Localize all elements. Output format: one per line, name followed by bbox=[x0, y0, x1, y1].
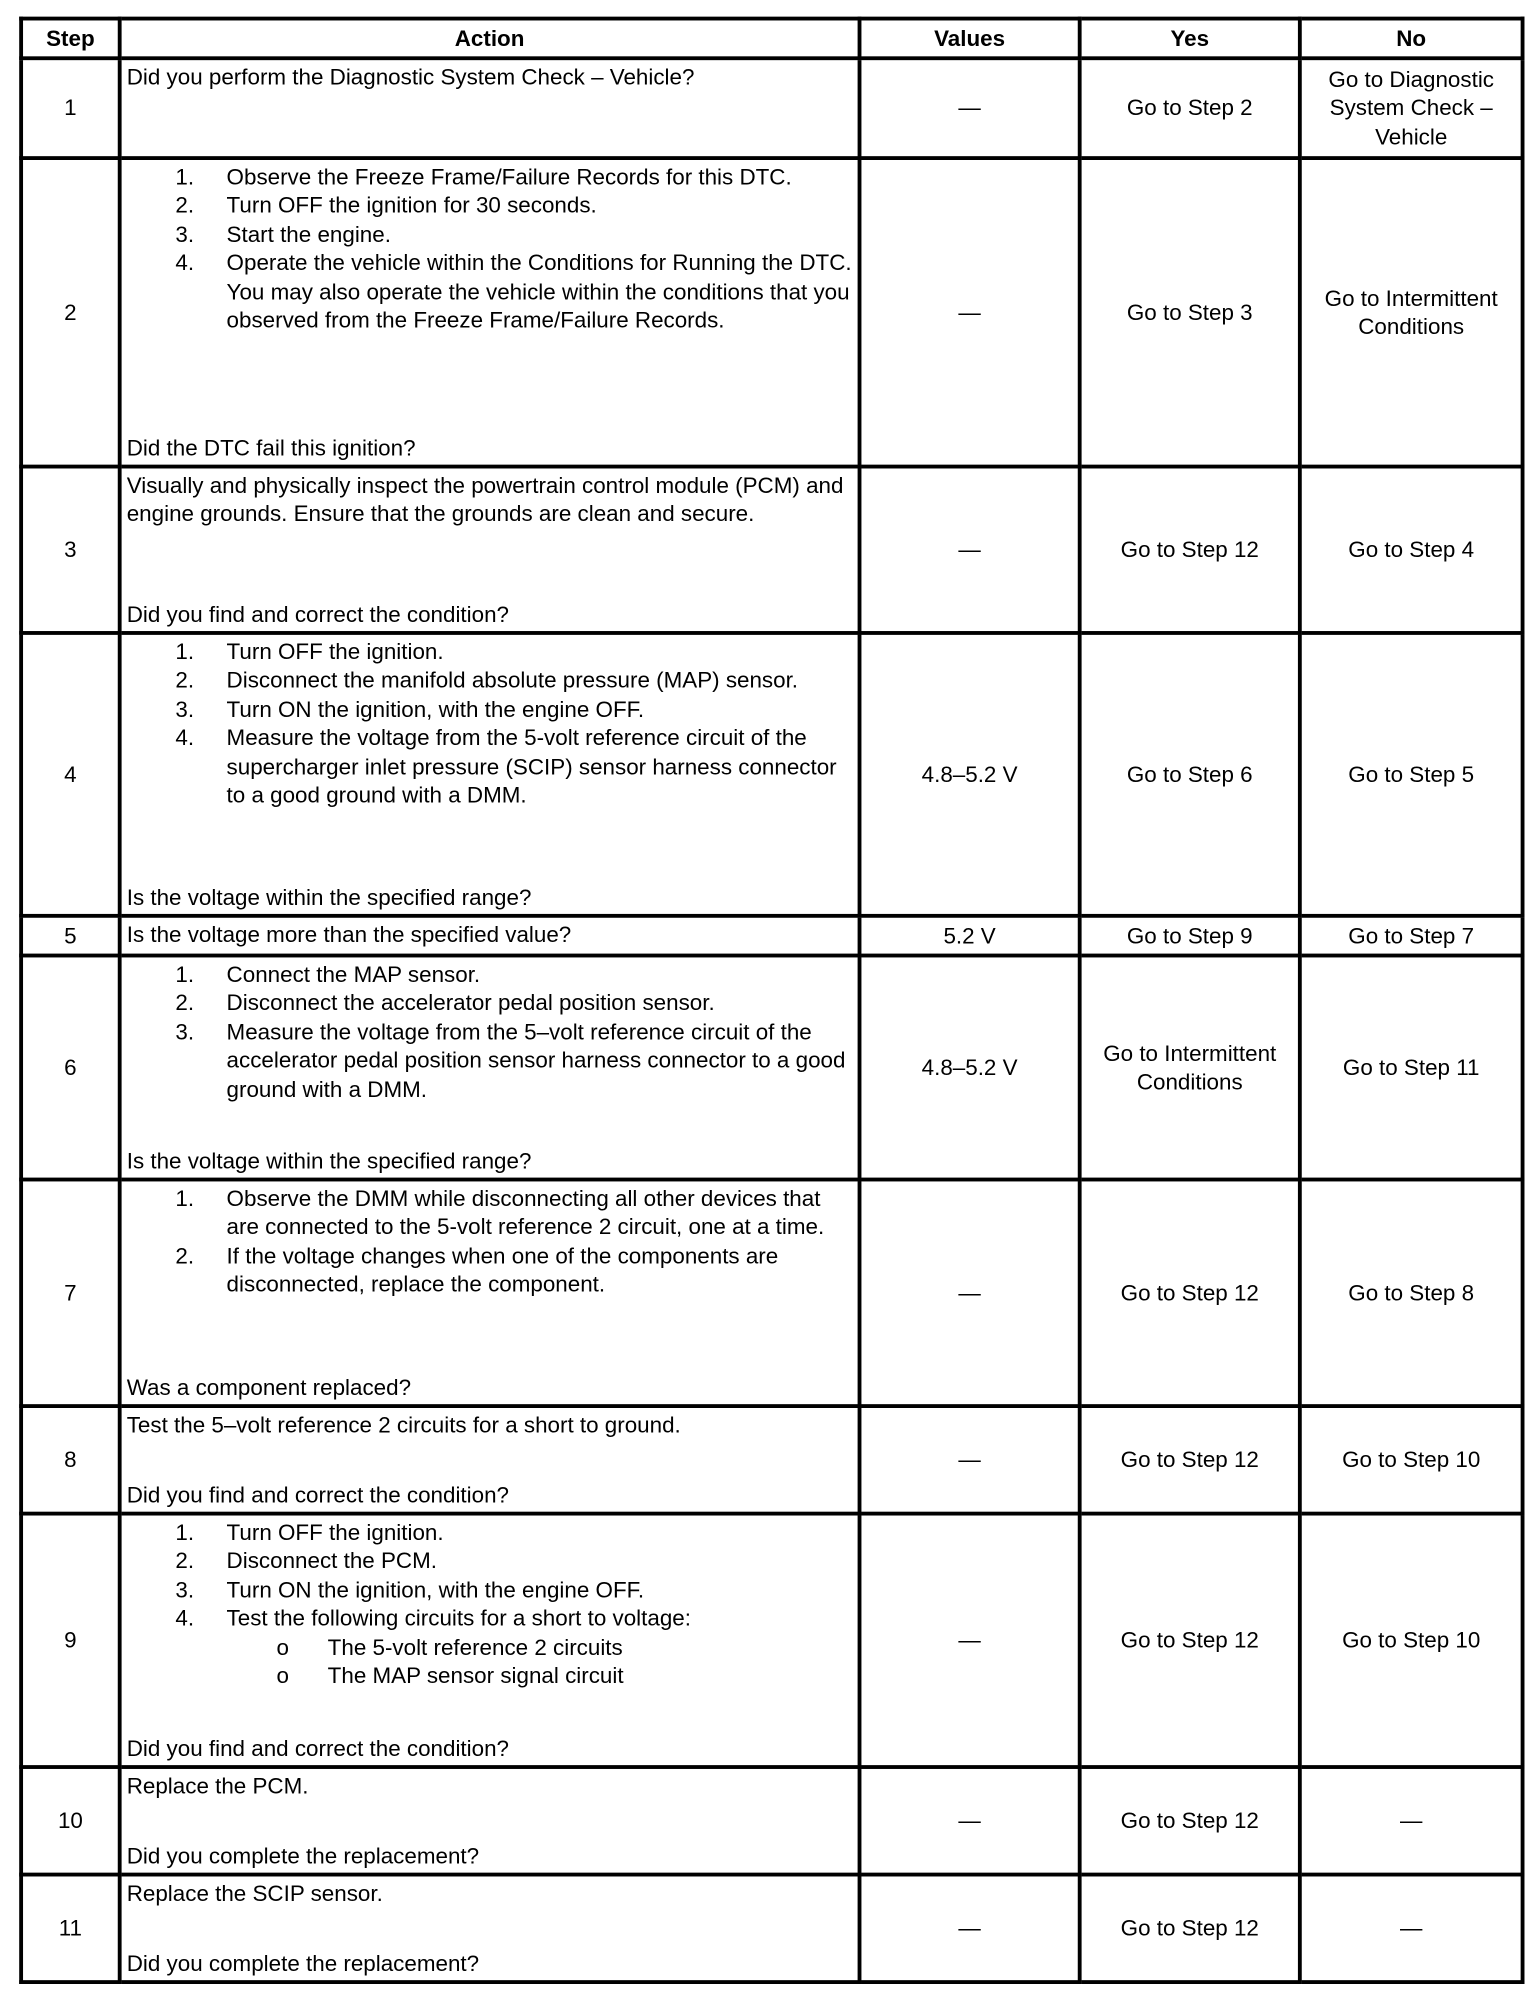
table-row bbox=[21, 916, 1522, 956]
substep-number: 2. bbox=[175, 666, 195, 693]
header-step: Step bbox=[21, 19, 120, 59]
yes-outcome: Go to Step 2 bbox=[1080, 58, 1300, 158]
action-question: Did you find and correct the condition? bbox=[126, 1482, 509, 1508]
no-outcome: Go to Step 10 bbox=[1300, 1514, 1523, 1767]
substep-item bbox=[127, 191, 853, 220]
substep-number: 4. bbox=[175, 1605, 195, 1631]
action-instruction: Test the 5–volt reference 2 circuits for a short to ground. bbox=[126, 1411, 681, 1437]
step-number: 7 bbox=[21, 1180, 120, 1407]
yes-outcome: Go to Step 3 bbox=[1080, 158, 1300, 466]
substep-text: Turn OFF the ignition. bbox=[226, 638, 444, 664]
substep-list bbox=[127, 1183, 853, 1298]
substep-number: 2. bbox=[175, 989, 195, 1016]
table-header-row bbox=[21, 19, 1522, 59]
substep-text: Turn OFF the ignition. bbox=[226, 1518, 444, 1545]
substep-text: If the voltage changes when one of the components are disconnected, replace the component. bbox=[226, 1242, 779, 1297]
substep-item bbox=[127, 1604, 853, 1633]
substep-number: 2. bbox=[175, 192, 195, 218]
table-body bbox=[21, 58, 1522, 1982]
substep-text: Measure the voltage from the 5-volt reference circuit of the supercharger inlet pressure (SCIP) sensor harness connector to a good ground with a DMM. bbox=[226, 724, 837, 808]
step-number: 11 bbox=[21, 1875, 120, 1983]
action-instruction: Replace the PCM. bbox=[126, 1772, 309, 1798]
yes-outcome: Go to Step 12 bbox=[1080, 1180, 1300, 1407]
action-cell bbox=[120, 58, 860, 158]
action-instruction: Visually and physically inspect the powertrain control module (PCM) and engine grounds. Ensure that the grounds are clean and secure. bbox=[126, 471, 844, 527]
values-cell: — bbox=[860, 1875, 1080, 1983]
substep-list bbox=[127, 1517, 853, 1632]
no-outcome: Go to Step 10 bbox=[1300, 1406, 1523, 1514]
substep-text: Disconnect the PCM. bbox=[226, 1547, 437, 1574]
substep-item bbox=[127, 162, 853, 191]
no-outcome: — bbox=[1300, 1875, 1523, 1983]
action-question: Is the voltage within the specified range? bbox=[126, 1148, 532, 1174]
table-row bbox=[21, 58, 1522, 158]
table-row bbox=[21, 467, 1522, 633]
table-row bbox=[21, 1767, 1522, 1875]
table-row bbox=[21, 1875, 1522, 1983]
step-number: 2 bbox=[21, 158, 120, 466]
table-row bbox=[21, 633, 1522, 916]
substep-number: 3. bbox=[175, 1576, 195, 1602]
action-cell bbox=[120, 1180, 860, 1407]
substep-number: 1. bbox=[175, 1184, 195, 1211]
yes-outcome: Go to Step 12 bbox=[1080, 1767, 1300, 1875]
table-row bbox=[21, 1180, 1522, 1407]
substep-item bbox=[127, 220, 853, 249]
action-question: Did the DTC fail this ignition? bbox=[126, 435, 416, 461]
substep-item bbox=[127, 1517, 853, 1546]
substep-item bbox=[127, 1183, 853, 1241]
diagnostic-procedure-table bbox=[19, 17, 1524, 1984]
substep-text: Measure the voltage from the 5–volt reference circuit of the accelerator pedal position sensor harness connector to a good ground with a DMM. bbox=[226, 1018, 846, 1102]
values-cell: 4.8–5.2 V bbox=[860, 956, 1080, 1180]
substep-item bbox=[127, 988, 853, 1017]
substep-text: Start the engine. bbox=[226, 220, 391, 247]
values-cell: — bbox=[860, 158, 1080, 466]
substep-number: 4. bbox=[175, 724, 195, 751]
no-outcome: Go to Step 4 bbox=[1300, 467, 1523, 633]
table-row bbox=[21, 956, 1522, 1180]
table-row bbox=[21, 1514, 1522, 1767]
no-outcome: Go to Step 5 bbox=[1300, 633, 1523, 916]
step-number: 10 bbox=[21, 1767, 120, 1875]
substep-item bbox=[127, 723, 853, 809]
action-cell bbox=[120, 158, 860, 466]
action-cell bbox=[120, 1875, 860, 1983]
action-question: Did you find and correct the condition? bbox=[126, 1735, 509, 1762]
action-cell bbox=[120, 1406, 860, 1514]
action-instruction: Did you perform the Diagnostic System Check – Vehicle? bbox=[126, 63, 695, 89]
action-question: Did you complete the replacement? bbox=[126, 1843, 480, 1869]
values-cell: — bbox=[860, 58, 1080, 158]
substep-number: 1. bbox=[175, 1518, 195, 1545]
substep-item bbox=[127, 1575, 853, 1604]
action-cell bbox=[120, 467, 860, 633]
yes-outcome: Go to Step 12 bbox=[1080, 1875, 1300, 1983]
yes-outcome: Go to Intermittent Conditions bbox=[1080, 956, 1300, 1180]
no-outcome: Go to Intermittent Conditions bbox=[1300, 158, 1523, 466]
circuit-item bbox=[127, 1661, 853, 1690]
substep-text: Observe the DMM while disconnecting all other devices that are connected to the 5-volt reference 2 circuit, one at a time. bbox=[226, 1184, 825, 1240]
values-cell: 5.2 V bbox=[860, 916, 1080, 956]
step-number: 8 bbox=[21, 1406, 120, 1514]
no-outcome: — bbox=[1300, 1767, 1523, 1875]
values-cell: 4.8–5.2 V bbox=[860, 633, 1080, 916]
no-outcome: Go to Step 8 bbox=[1300, 1180, 1523, 1407]
substep-item bbox=[127, 666, 853, 695]
step-number: 9 bbox=[21, 1514, 120, 1767]
bullet-mark: o bbox=[276, 1633, 289, 1660]
substep-number: 1. bbox=[175, 960, 195, 987]
step-number: 3 bbox=[21, 467, 120, 633]
action-question: Did you find and correct the condition? bbox=[126, 601, 509, 628]
header-yes: Yes bbox=[1080, 19, 1300, 59]
values-cell: — bbox=[860, 1514, 1080, 1767]
values-cell: — bbox=[860, 1406, 1080, 1514]
substep-item bbox=[127, 637, 853, 666]
header-action: Action bbox=[120, 19, 860, 59]
values-cell: — bbox=[860, 467, 1080, 633]
action-question: Is the voltage within the specified range? bbox=[126, 884, 532, 911]
substep-item bbox=[127, 1241, 853, 1299]
values-cell: — bbox=[860, 1767, 1080, 1875]
no-outcome: Go to Step 7 bbox=[1300, 916, 1523, 956]
substep-list bbox=[127, 637, 853, 810]
substep-number: 2. bbox=[175, 1547, 195, 1574]
action-cell bbox=[120, 1767, 860, 1875]
substep-text: Disconnect the accelerator pedal position sensor. bbox=[226, 989, 715, 1016]
action-question: Did you complete the replacement? bbox=[126, 1950, 480, 1977]
substep-number: 3. bbox=[175, 695, 195, 722]
bullet-mark: o bbox=[276, 1662, 289, 1689]
substep-item bbox=[127, 1546, 853, 1575]
action-question: Was a component replaced? bbox=[126, 1374, 412, 1401]
substep-list bbox=[127, 959, 853, 1103]
substep-text: Test the following circuits for a short to voltage: bbox=[226, 1605, 691, 1631]
substep-number: 4. bbox=[175, 249, 195, 276]
yes-outcome: Go to Step 12 bbox=[1080, 1406, 1300, 1514]
step-number: 5 bbox=[21, 916, 120, 956]
yes-outcome: Go to Step 6 bbox=[1080, 633, 1300, 916]
values-cell: — bbox=[860, 1180, 1080, 1407]
action-cell bbox=[120, 633, 860, 916]
substep-text: Turn ON the ignition, with the engine OFF. bbox=[226, 1576, 645, 1602]
yes-outcome: Go to Step 9 bbox=[1080, 916, 1300, 956]
step-number: 1 bbox=[21, 58, 120, 158]
substep-number: 1. bbox=[175, 638, 195, 664]
action-instruction: Is the voltage more than the specified value? bbox=[126, 920, 572, 947]
substep-text: Disconnect the manifold absolute pressure (MAP) sensor. bbox=[226, 666, 799, 693]
step-number: 4 bbox=[21, 633, 120, 916]
header-values: Values bbox=[860, 19, 1080, 59]
action-instruction: Replace the SCIP sensor. bbox=[126, 1879, 383, 1906]
substep-number: 3. bbox=[175, 220, 195, 247]
substep-text: Operate the vehicle within the Conditions for Running the DTC. You may also operate the vehicle within the conditions that you observed from the Freeze Frame/Failure Records. bbox=[226, 249, 852, 333]
action-cell bbox=[120, 956, 860, 1180]
step-number: 6 bbox=[21, 956, 120, 1180]
header-no: No bbox=[1300, 19, 1523, 59]
action-cell bbox=[120, 1514, 860, 1767]
yes-outcome: Go to Step 12 bbox=[1080, 1514, 1300, 1767]
circuit-text: The 5-volt reference 2 circuits bbox=[327, 1633, 623, 1660]
substep-list bbox=[127, 162, 853, 335]
substep-item bbox=[127, 694, 853, 723]
substep-text: Turn OFF the ignition for 30 seconds. bbox=[226, 192, 597, 218]
circuit-list bbox=[127, 1633, 853, 1691]
substep-text: Observe the Freeze Frame/Failure Records for this DTC. bbox=[226, 163, 792, 189]
substep-text: Turn ON the ignition, with the engine OFF. bbox=[226, 695, 645, 722]
no-outcome: Go to Diagnostic System Check – Vehicle bbox=[1300, 58, 1523, 158]
no-outcome: Go to Step 11 bbox=[1300, 956, 1523, 1180]
substep-item bbox=[127, 959, 853, 988]
circuit-item bbox=[127, 1633, 853, 1662]
substep-number: 1. bbox=[175, 163, 195, 189]
substep-item bbox=[127, 1017, 853, 1103]
substep-item bbox=[127, 248, 853, 334]
table-row bbox=[21, 1406, 1522, 1514]
substep-number: 2. bbox=[175, 1242, 195, 1268]
substep-text: Connect the MAP sensor. bbox=[226, 960, 481, 987]
substep-number: 3. bbox=[175, 1018, 195, 1044]
action-cell bbox=[120, 916, 860, 956]
table-row bbox=[21, 158, 1522, 466]
yes-outcome: Go to Step 12 bbox=[1080, 467, 1300, 633]
circuit-text: The MAP sensor signal circuit bbox=[327, 1662, 624, 1689]
